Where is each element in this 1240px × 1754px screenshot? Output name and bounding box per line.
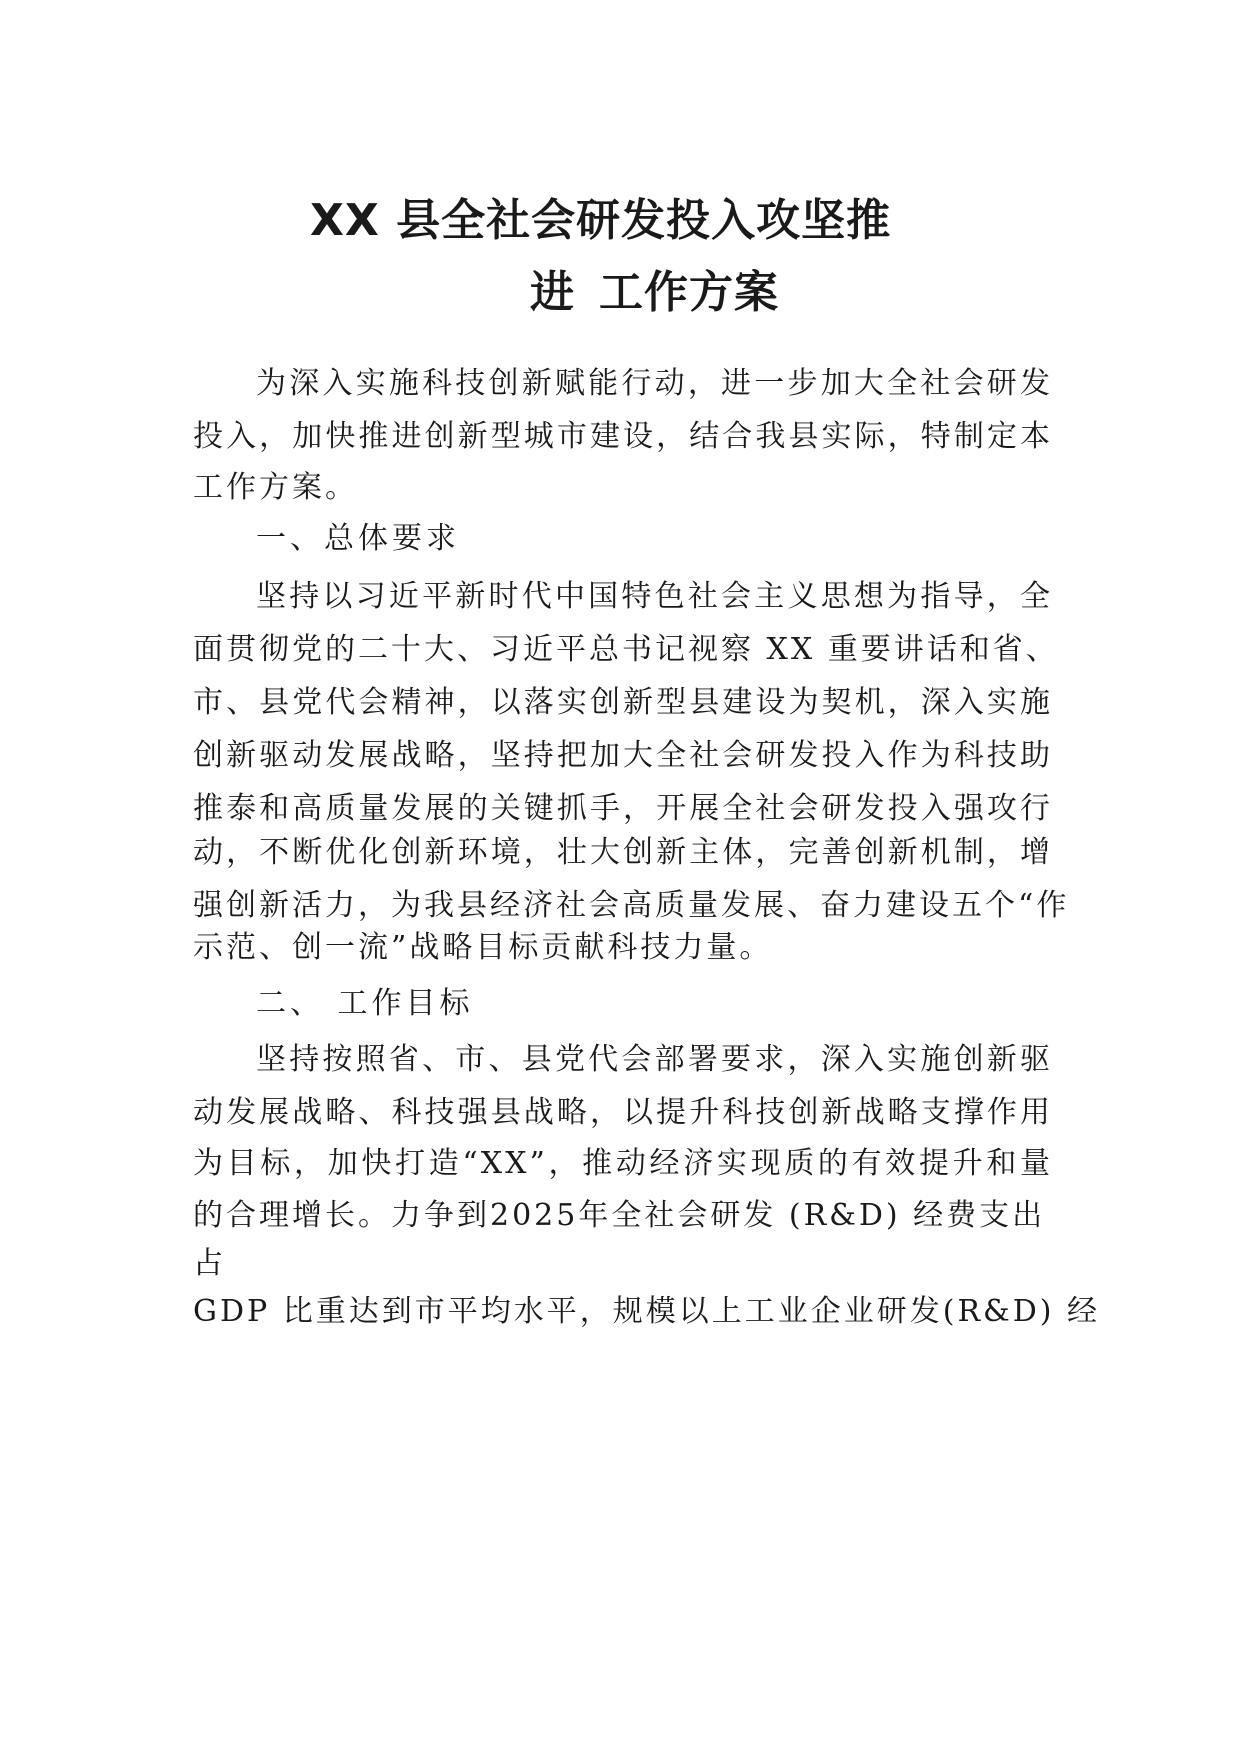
intro-line-1: 为深入实施科技创新赋能行动，进一步加大全社会研发 — [256, 366, 1053, 401]
section-2-line-3: 为目标，加快打造“XX”，推动经济实现质的有效提升和量 — [193, 1146, 1053, 1181]
section-1-line-1: 坚持以习近平新时代中国特色社会主义思想为指导，全 — [256, 579, 1053, 614]
section-2-line-1: 坚持按照省、市、县党代会部署要求，深入实施创新驱 — [256, 1042, 1053, 1077]
section-2-heading: 二、 工作目标 — [256, 986, 474, 1021]
section-1-line-8: 示范、创一流”战略目标贡献科技力量。 — [193, 930, 773, 965]
intro-line-3: 工作方案。 — [193, 470, 358, 505]
document-title-line-2 — [0, 256, 1240, 320]
title-line-2-part-a: 进 — [530, 267, 575, 318]
document-title-line-1: XX 县全社会研发投入攻坚推 — [310, 195, 892, 246]
section-2-line-4: 的合理增长。力争到2025年全社会研发 (R&D) 经费支出 — [193, 1198, 1046, 1233]
section-1-line-5: 推泰和高质量发展的关键抓手，开展全社会研发投入强攻行 — [193, 791, 1053, 826]
section-2-line-6: GDP 比重达到市平均水平，规模以上工业企业研发(R&D) 经 — [193, 1294, 1101, 1329]
section-1-line-7: 强创新活力，为我县经济社会高质量发展、奋力建设五个“作 — [193, 888, 1070, 923]
section-1-line-2: 面贯彻党的二十大、习近平总书记视察 XX 重要讲话和省、 — [193, 632, 1059, 667]
intro-line-2: 投入，加快推进创新型城市建设，结合我县实际，特制定本 — [193, 419, 1053, 454]
section-1-line-4: 创新驱动发展战略，坚持把加大全社会研发投入作为科技助 — [193, 738, 1053, 773]
section-2-line-2: 动发展战略、科技强县战略，以提升科技创新战略支撑作用 — [193, 1095, 1053, 1130]
section-1-heading: 一、总体要求 — [256, 521, 460, 556]
section-2-line-5: 占 — [193, 1246, 226, 1281]
section-1-line-6: 动，不断优化创新环境，壮大创新主体，完善创新机制，增 — [193, 835, 1053, 870]
section-1-line-3: 市、县党代会精神，以落实创新型县建设为契机，深入实施 — [193, 685, 1053, 720]
title-line-2-part-b: 工作方案 — [599, 267, 779, 318]
